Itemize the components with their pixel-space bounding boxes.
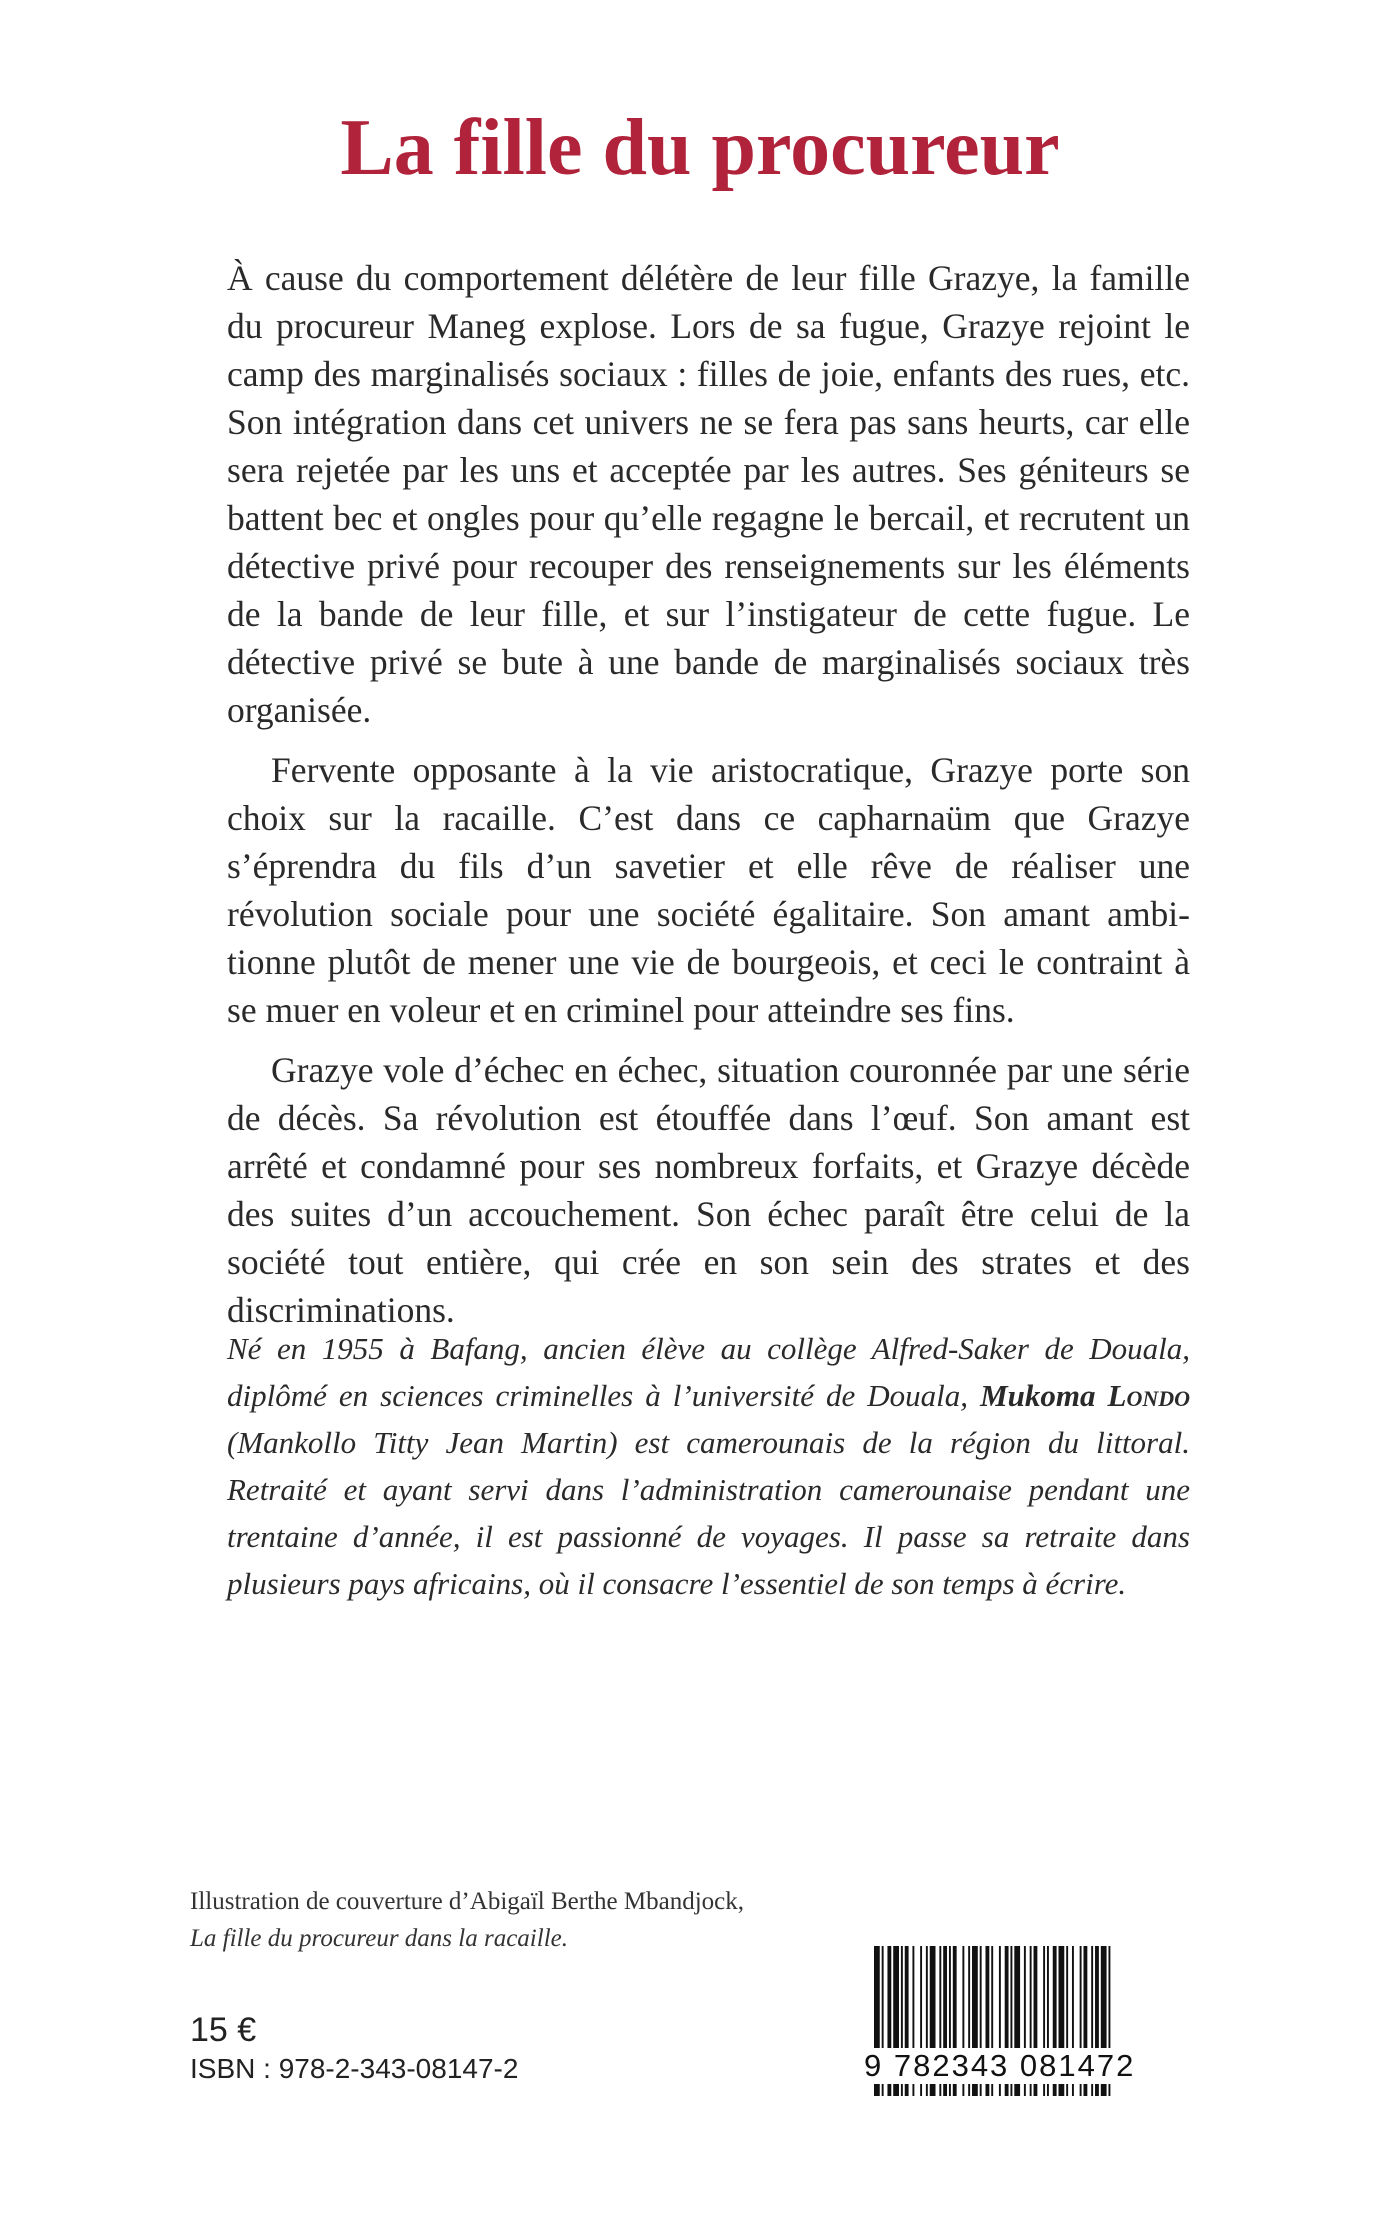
isbn-label: ISBN : 978-2-343-08147-2 — [190, 2053, 519, 2084]
price-label: 15 € — [190, 2011, 257, 2049]
author-last-name: Londo — [1107, 1378, 1191, 1413]
back-cover-summary — [227, 254, 1190, 1346]
author-biography — [227, 1325, 1190, 1607]
summary-paragraph-3: Grazye vole d’échec en échec, situation couronnée par une série de décès. Sa révolution est étouffée dans l’œuf. Son amant est arrêté et condamné pour ses nombreux forfaits, et Grazye décède des suites d’un accouchement. Son échec paraît être celui de la société tout entière, qui crée en son sein des strates et des discriminations. — [227, 1050, 1190, 1330]
credit-line-1: Illustration de couverture d’Abigaïl Berthe Mbandjock, — [190, 1888, 745, 1915]
bio-text-before-name: Né en 1955 à Bafang, ancien élève au collège Alfred-Saker de Douala, diplômé en sciences criminelles à l’université de Douala, — [227, 1331, 1190, 1413]
summary-paragraph-1: À cause du comportement délétère de leur fille Grazye, la famille du procureur Maneg explose. Lors de sa fugue, Grazye rejoint le camp des marginalisés sociaux : filles de joie, enfants des rues, etc. Son intégration dans cet univers ne se fera pas sans heurts, car elle sera rejetée par les uns et acceptée par les autres. Ses géniteurs se battent bec et ongles pour qu’elle regagne le bercail, et recrutent un détective privé pour recouper des renseignements sur les éléments de la bande de leur fille, et sur l’instigateur de cette fugue. Le détective privé se bute à une bande de marginalisés sociaux très organisée. — [227, 258, 1190, 730]
barcode-digits: 9 782343 081472 — [862, 2048, 1194, 2084]
author-first-name: Mukoma — [980, 1378, 1096, 1413]
book-title: La fille du procureur — [340, 104, 1060, 192]
credit-line-2: La fille du procureur dans la racaille. — [190, 1925, 568, 1952]
summary-paragraph-2: Fervente opposante à la vie aristocratique, Grazye porte son choix sur la racaille. C’est dans ce capharnaüm que Grazye s’éprendra du fils d’un savetier et elle rêve de réaliser une révolution sociale pour une société égalitaire. Son amant ambitionne plutôt de mener une vie de bourgeois, et ceci le contraint à se muer en voleur et en criminel pour atteindre ses fins. — [227, 750, 1190, 1030]
illustration-credit — [190, 1883, 830, 1957]
bio-text-after-name: (Mankollo Titty Jean Martin) est camerounais de la région du littoral. Retraité et ayant servi dans l’administration camerounaise pendant une trentaine d’année, il est passionné de voyages. Il passe sa retraite dans plusieurs pays africains, où il consacre l’essentiel de son temps à écrire. — [227, 1425, 1190, 1601]
